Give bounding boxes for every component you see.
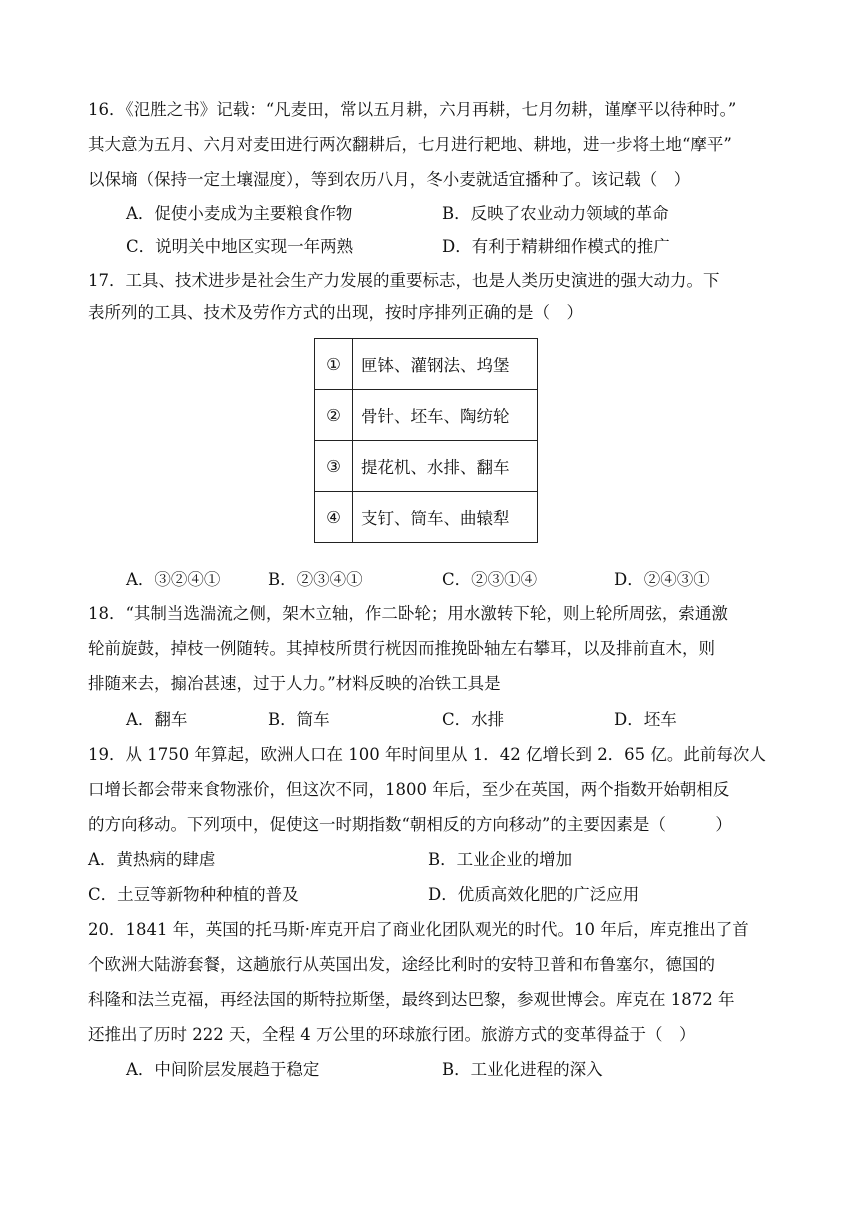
table-cell-text: 提花机、水排、翻车 xyxy=(353,441,538,492)
question-18-option-c[interactable]: C．水排 xyxy=(442,710,505,729)
question-18-line-1: 18．“其制当选湍流之侧，架木立轴，作二卧轮；用水激转下轮，则上轮所周弦，索通激 xyxy=(88,604,728,623)
question-20-line-3: 科隆和法兰克福，再经法国的斯特拉斯堡，最终到达巴黎，参观世博会。库克在 1872 年 xyxy=(88,990,735,1009)
question-19-option-d[interactable]: D．优质高效化肥的广泛应用 xyxy=(428,885,640,904)
question-16-option-c[interactable]: C．说明关中地区实现一年两熟 xyxy=(126,237,354,256)
table-row xyxy=(315,339,538,390)
question-19-option-c[interactable]: C．土豆等新物种种植的普及 xyxy=(88,885,299,904)
table-cell-text: 匣钵、灌钢法、坞堡 xyxy=(353,339,538,390)
question-18-line-2: 轮前旋鼓，掉枝一例随转。其掉枝所贯行桄因而推挽卧轴左右攀耳，以及排前直木，则 xyxy=(88,639,715,658)
question-18-line-3: 排随来去，搧冶甚速，过于人力。”材料反映的冶铁工具是 xyxy=(88,674,501,693)
question-20-line-1: 20．1841 年，英国的托马斯·库克开启了商业化团队观光的时代。10 年后，库克推出了首 xyxy=(88,920,749,939)
table-cell-num: ① xyxy=(315,339,353,390)
question-18-option-d[interactable]: D．坯车 xyxy=(614,710,677,729)
question-19-option-a[interactable]: A．黄热病的肆虐 xyxy=(88,850,216,869)
question-16-line-3: 以保墒（保持一定土壤湿度），等到农历八月，冬小麦就适宜播种了。该记载（ ） xyxy=(88,170,691,189)
table-cell-text: 骨针、坯车、陶纺轮 xyxy=(353,390,538,441)
table-cell-num: ③ xyxy=(315,441,353,492)
table-cell-text: 支钉、筒车、曲辕犁 xyxy=(353,492,538,543)
question-16-option-d[interactable]: D．有利于精耕细作模式的推广 xyxy=(442,237,670,256)
table-row xyxy=(315,441,538,492)
table-row xyxy=(315,492,538,543)
question-16-line-2: 其大意为五月、六月对麦田进行两次翻耕后，七月进行耙地、耕地，进一步将土地“摩平” xyxy=(88,135,732,154)
question-16-option-b[interactable]: B．反映了农业动力领域的革命 xyxy=(442,204,669,223)
question-18-option-b[interactable]: B．筒车 xyxy=(268,710,330,729)
question-20-option-a[interactable]: A．中间阶层发展趋于稳定 xyxy=(126,1060,320,1079)
question-20-option-b[interactable]: B．工业化进程的深入 xyxy=(442,1060,603,1079)
question-17-option-c[interactable]: C．②③①④ xyxy=(442,570,538,589)
question-16-option-a[interactable]: A．促使小麦成为主要粮食作物 xyxy=(126,204,353,223)
question-17-line-2: 表所列的工具、技术及劳作方式的出现，按时序排列正确的是（ ） xyxy=(88,303,583,322)
question-20-line-2: 个欧洲大陆游套餐，这趟旅行从英国出发，途经比利时的安特卫普和布鲁塞尔，德国的 xyxy=(88,955,715,974)
question-17-option-a[interactable]: A．③②④① xyxy=(126,570,221,589)
question-18-option-a[interactable]: A．翻车 xyxy=(126,710,188,729)
question-19-line-2: 口增长都会带来食物涨价，但这次不同，1800 年后，至少在英国，两个指数开始朝相反 xyxy=(88,780,730,799)
question-19-line-3: 的方向移动。下列项中，促使这一时期指数“朝相反的方向移动”的主要因素是（ ） xyxy=(88,815,732,834)
question-20-line-4: 还推出了历时 222 天，全程 4 万公里的环球旅行团。旅游方式的变革得益于（ ） xyxy=(88,1025,696,1044)
question-17-option-b[interactable]: B．②③④① xyxy=(268,570,363,589)
table-cell-num: ④ xyxy=(315,492,353,543)
question-17-line-1: 17．工具、技术进步是社会生产力发展的重要标志，也是人类历史演进的强大动力。下 xyxy=(88,271,720,290)
question-19-line-1: 19．从 1750 年算起，欧洲人口在 100 年时间里从 1．42 亿增长到 2．65 亿。此前每次人 xyxy=(88,745,766,764)
table-row xyxy=(315,390,538,441)
table-cell-num: ② xyxy=(315,390,353,441)
tools-table xyxy=(314,338,538,543)
question-16-line-1: 16．《氾胜之书》记载：“凡麦田，常以五月耕，六月再耕，七月勿耕，谨摩平以待种时。” xyxy=(88,100,737,119)
question-19-option-b[interactable]: B．工业企业的增加 xyxy=(428,850,573,869)
question-17-option-d[interactable]: D．②④③① xyxy=(614,570,710,589)
